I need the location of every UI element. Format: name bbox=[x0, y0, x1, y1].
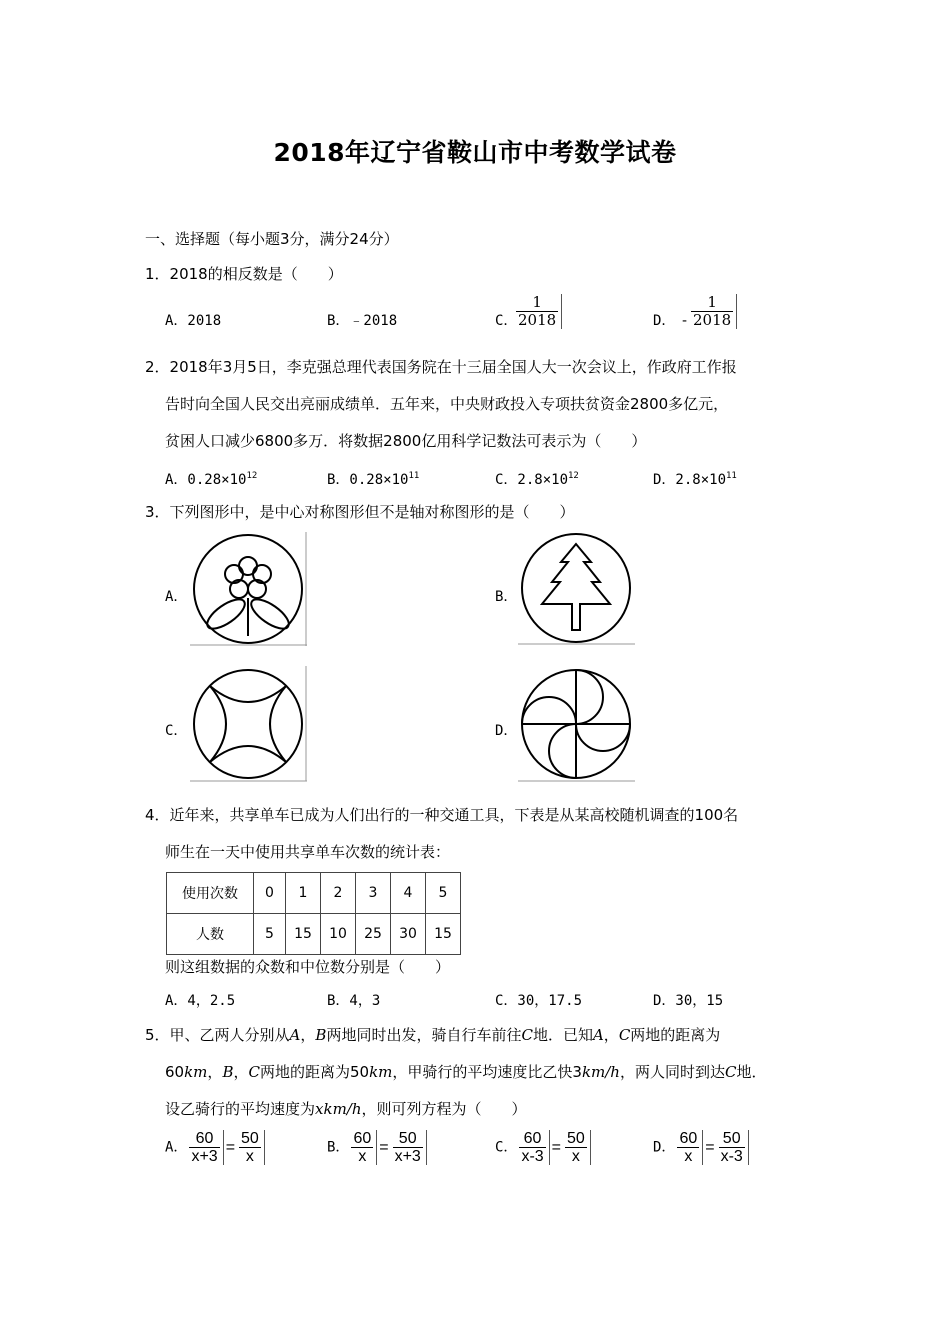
fraction-denominator: 2018 bbox=[693, 311, 732, 329]
table-cell: 5 bbox=[426, 873, 461, 914]
q5-option-a: A． $\frac{60}{x+3}$ = $\frac{50}{x}$ bbox=[165, 1130, 265, 1165]
flower-circle-figure bbox=[190, 532, 308, 646]
table-cell: 3 bbox=[356, 873, 391, 914]
q1-option-a: A．2018 bbox=[165, 313, 222, 329]
q1-option-c-fraction bbox=[514, 294, 562, 329]
question-4-line-2: 师生在一天中使用共享单车次数的统计表： bbox=[165, 843, 451, 861]
table-cell: 5 bbox=[254, 914, 286, 955]
q1-option-d-label: D． bbox=[653, 313, 676, 329]
q4-option-d: D．30，15 bbox=[653, 993, 724, 1009]
q3-option-b-label: B． bbox=[495, 589, 518, 605]
usage-stats-table-container bbox=[166, 872, 461, 955]
table-row-header: 使用次数 bbox=[167, 873, 254, 914]
q5-option-d: D． $\frac{60}{x}$ = $\frac{50}{x-3}$ bbox=[653, 1130, 749, 1165]
q1-option-b: B．﹣2018 bbox=[327, 313, 398, 329]
q3-option-a-label: A． bbox=[165, 589, 188, 605]
question-5-line-3: 设乙骑行的平均速度为xkm/h，则可列方程为（ ） bbox=[165, 1100, 527, 1118]
question-2-line-1: 2．2018年3月5日，李克强总理代表国务院在十三届全国人大一次会议上，作政府工作报 bbox=[145, 358, 737, 376]
question-1-stem: 1．2018的相反数是（ ） bbox=[145, 265, 343, 283]
fraction-numerator: 1 bbox=[691, 294, 733, 312]
q1-option-d bbox=[653, 311, 675, 331]
q1-option-c-label: C． bbox=[495, 313, 518, 329]
fraction-denominator: 2018 bbox=[518, 311, 557, 329]
question-5-line-2: 60km，B，C两地的距离为50km，甲骑行的平均速度比乙快3km/h，两人同时到达C地． bbox=[165, 1063, 767, 1081]
table-cell: 10 bbox=[321, 914, 356, 955]
pinwheel-circle-figure bbox=[518, 666, 636, 782]
table-row-header: 人数 bbox=[167, 914, 254, 955]
tree-circle-figure bbox=[518, 532, 636, 646]
q5-option-b: B． $\frac{60}{x}$ = $\frac{50}{x+3}$ bbox=[327, 1130, 427, 1165]
q2-option-b: B．$0.28\times 10^{11}$ bbox=[327, 471, 420, 488]
question-4-prompt: 则这组数据的众数和中位数分别是（ ） bbox=[165, 958, 451, 976]
table-cell: 4 bbox=[391, 873, 426, 914]
table-cell: 1 bbox=[286, 873, 321, 914]
page-title: 2018年辽宁省鞍山市中考数学试卷 bbox=[273, 138, 677, 167]
question-3-stem: 3．下列图形中，是中心对称图形但不是轴对称图形的是（ ） bbox=[145, 503, 575, 521]
minus-sign: - bbox=[682, 313, 688, 329]
q4-option-b: B．4，3 bbox=[327, 993, 381, 1009]
usage-stats-table bbox=[166, 872, 461, 955]
q2-option-c: C．$2.8\times 10^{12}$ bbox=[495, 471, 579, 488]
q3-option-d-label: D． bbox=[495, 723, 518, 739]
table-cell: 15 bbox=[426, 914, 461, 955]
fraction-numerator: 1 bbox=[516, 294, 558, 312]
table-row bbox=[167, 873, 461, 914]
q3-option-c-label: C． bbox=[165, 723, 188, 739]
q1-option-d-fraction bbox=[689, 294, 737, 329]
q2-option-a: A．$0.28\times 10^{12}$ bbox=[165, 471, 258, 488]
q4-option-c: C．30，17.5 bbox=[495, 993, 583, 1009]
q2-option-d: D．$2.8\times 10^{11}$ bbox=[653, 471, 737, 488]
table-cell: 25 bbox=[356, 914, 391, 955]
table-cell: 30 bbox=[391, 914, 426, 955]
question-2-line-3: 贫困人口减少6800多万．将数据2800亿用科学记数法可表示为（ ） bbox=[165, 432, 647, 450]
question-4-line-1: 4．近年来，共享单车已成为人们出行的一种交通工具，下表是从某高校随机调查的100名 bbox=[145, 806, 739, 824]
q4-option-a: A．4，2.5 bbox=[165, 993, 236, 1009]
table-cell: 15 bbox=[286, 914, 321, 955]
section-header: 一、选择题（每小题3分，满分24分） bbox=[145, 230, 399, 248]
table-row bbox=[167, 914, 461, 955]
table-cell: 0 bbox=[254, 873, 286, 914]
question-2-line-2: 告时向全国人民交出亮丽成绩单．五年来，中央财政投入专项扶贫资金2800多亿元， bbox=[165, 395, 729, 413]
table-cell: 2 bbox=[321, 873, 356, 914]
four-arc-circle-figure bbox=[190, 666, 308, 782]
q5-option-c: C． $\frac{60}{x-3}$ = $\frac{50}{x}$ bbox=[495, 1130, 591, 1165]
question-5-line-1: 5．甲、乙两人分别从A，B两地同时出发，骑自行车前往C地．已知A，C两地的距离为 bbox=[145, 1026, 721, 1044]
